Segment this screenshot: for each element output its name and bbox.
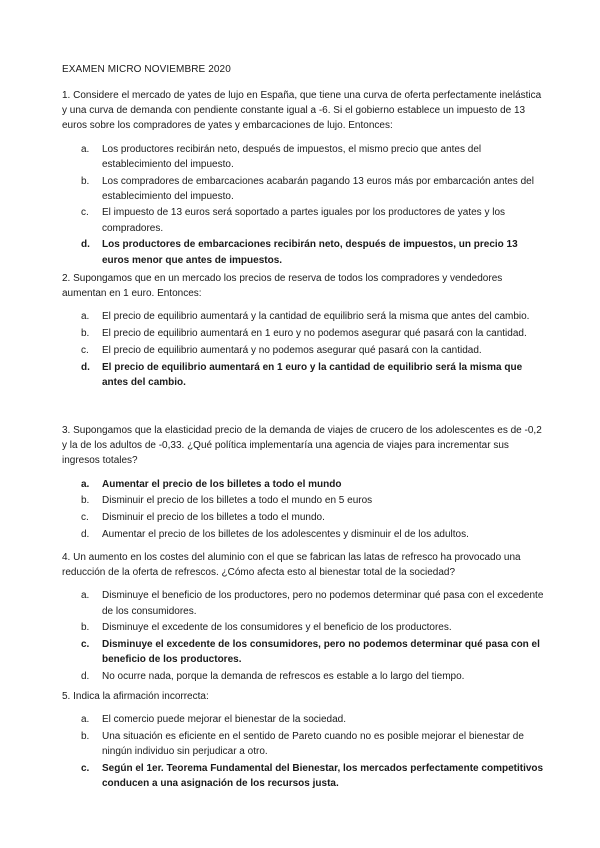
option-letter: a. xyxy=(81,478,90,490)
option-text: Aumentar el precio de los billetes de los adolescentes y disminuir el de los adultos. xyxy=(102,528,469,540)
option-letter: d. xyxy=(81,361,90,373)
option-text: Una situación es eficiente en el sentido de Pareto cuando no es posible mejorar el bienestar de ningún individuo sin perjudicar a otro. xyxy=(102,730,524,758)
option-text: El precio de equilibrio aumentará en 1 euro y no podemos asegurar qué pasará con la cantidad. xyxy=(102,328,527,340)
option-letter: c. xyxy=(81,639,90,651)
option-text: Los productores de embarcaciones recibirán neto, después de impuestos, un precio 13 euros menor que antes de impuestos. xyxy=(102,239,518,266)
question-2 xyxy=(62,271,546,390)
option-1d-correct xyxy=(62,237,546,267)
question-text: 4. Un aumento en los costes del aluminio con el que se fabrican las latas de refresco ha provocado una reducción de la oferta de refrescos. ¿Cómo afecta esto al bienestar total de la sociedad? xyxy=(62,552,521,579)
option-4c-correct xyxy=(62,637,546,667)
question-text: 2. Supongamos que en un mercado los precios de reserva de todos los compradores y vendedores aumentan en 1 euro. Entonces: xyxy=(62,273,503,300)
option-letter: c. xyxy=(81,207,89,219)
question-text: 5. Indica la afirmación incorrecta: xyxy=(62,691,209,702)
option-4a xyxy=(62,588,546,618)
option-letter: c. xyxy=(81,762,90,774)
option-2d-correct xyxy=(62,360,546,390)
option-text: Aumentar el precio de los billetes a todo el mundo xyxy=(102,478,342,490)
question-5 xyxy=(62,689,546,791)
option-letter: c. xyxy=(81,512,89,524)
option-text: El comercio puede mejorar el bienestar de la sociedad. xyxy=(102,714,347,726)
option-letter: d. xyxy=(81,528,90,540)
option-text: Disminuye el excedente de los consumidores, pero no podemos determinar qué pasa con el beneficio de los productores. xyxy=(102,639,540,666)
option-1b xyxy=(62,174,546,204)
option-text: El impuesto de 13 euros será soportado a partes iguales por los productores de yates y los compradores. xyxy=(102,207,506,234)
option-text: Disminuye el beneficio de los productores, pero no podemos determinar qué pasa con el excedente de los consumidores. xyxy=(102,590,544,617)
question-3 xyxy=(62,423,546,542)
option-2c xyxy=(62,343,546,358)
option-text: Según el 1er. Teorema Fundamental del Bienestar, los mercados perfectamente competitivos conducen a una asignación de los recursos justa. xyxy=(102,762,544,790)
option-letter: b. xyxy=(81,328,90,340)
option-text: No ocurre nada, porque la demanda de refrescos es estable a lo largo del tiempo. xyxy=(102,670,465,682)
option-letter: d. xyxy=(81,670,90,682)
option-5c-correct xyxy=(62,761,546,791)
question-4 xyxy=(62,550,546,684)
option-5b xyxy=(62,729,546,759)
option-text: Disminuye el excedente de los consumidores y el beneficio de los productores. xyxy=(102,622,452,634)
option-text: Los productores recibirán neto, después de impuestos, el mismo precio que antes del establecimiento del impuesto. xyxy=(102,143,482,170)
option-text: Disminuir el precio de los billetes a todo el mundo en 5 euros xyxy=(102,495,373,507)
option-text: El precio de equilibrio aumentará y no podemos asegurar qué pasará con la cantidad. xyxy=(102,344,482,356)
option-4b xyxy=(62,620,546,635)
option-letter: b. xyxy=(81,622,90,634)
option-5a xyxy=(62,712,546,727)
option-3a-correct xyxy=(62,477,546,492)
question-1 xyxy=(62,88,546,268)
option-letter: b. xyxy=(81,175,90,187)
option-letter: c. xyxy=(81,344,89,356)
option-text: Disminuir el precio de los billetes a todo el mundo. xyxy=(102,512,325,524)
question-text: 1. Considere el mercado de yates de lujo en España, que tiene una curva de oferta perfectamente inelástica y una curva de demanda con pendiente constante igual a -6. Si el gobierno establece un impuesto de 13 euros sobre los compradores de yates y embarcaciones de lujo. Entonces: xyxy=(62,90,542,132)
option-3c xyxy=(62,510,546,525)
option-4d xyxy=(62,669,546,684)
option-1a xyxy=(62,142,546,172)
option-letter: a. xyxy=(81,311,90,323)
option-2a xyxy=(62,309,546,324)
option-letter: b. xyxy=(81,495,90,507)
option-letter: d. xyxy=(81,239,90,251)
option-2b xyxy=(62,326,546,341)
option-letter: a. xyxy=(81,714,90,726)
option-text: El precio de equilibrio aumentará en 1 euro y la cantidad de equilibrio será la misma que antes del cambio. xyxy=(102,361,523,388)
option-3b xyxy=(62,493,546,508)
option-text: Los compradores de embarcaciones acabarán pagando 13 euros más por embarcación antes del establecimiento del impuesto. xyxy=(102,175,534,202)
option-1c xyxy=(62,205,546,235)
option-letter: a. xyxy=(81,590,90,602)
option-3d xyxy=(62,527,546,542)
option-letter: a. xyxy=(81,143,90,155)
exam-title: EXAMEN MICRO NOVIEMBRE 2020 xyxy=(62,64,231,75)
option-letter: b. xyxy=(81,730,90,742)
option-text: El precio de equilibrio aumentará y la cantidad de equilibrio será la misma que antes del cambio. xyxy=(102,311,530,323)
question-text: 3. Supongamos que la elasticidad precio de la demanda de viajes de crucero de los adolescentes es de -0,2 y la de los adultos de -0,33. ¿Qué política implementaría una agencia de viajes para incrementar sus ingresos totales? xyxy=(62,425,542,467)
